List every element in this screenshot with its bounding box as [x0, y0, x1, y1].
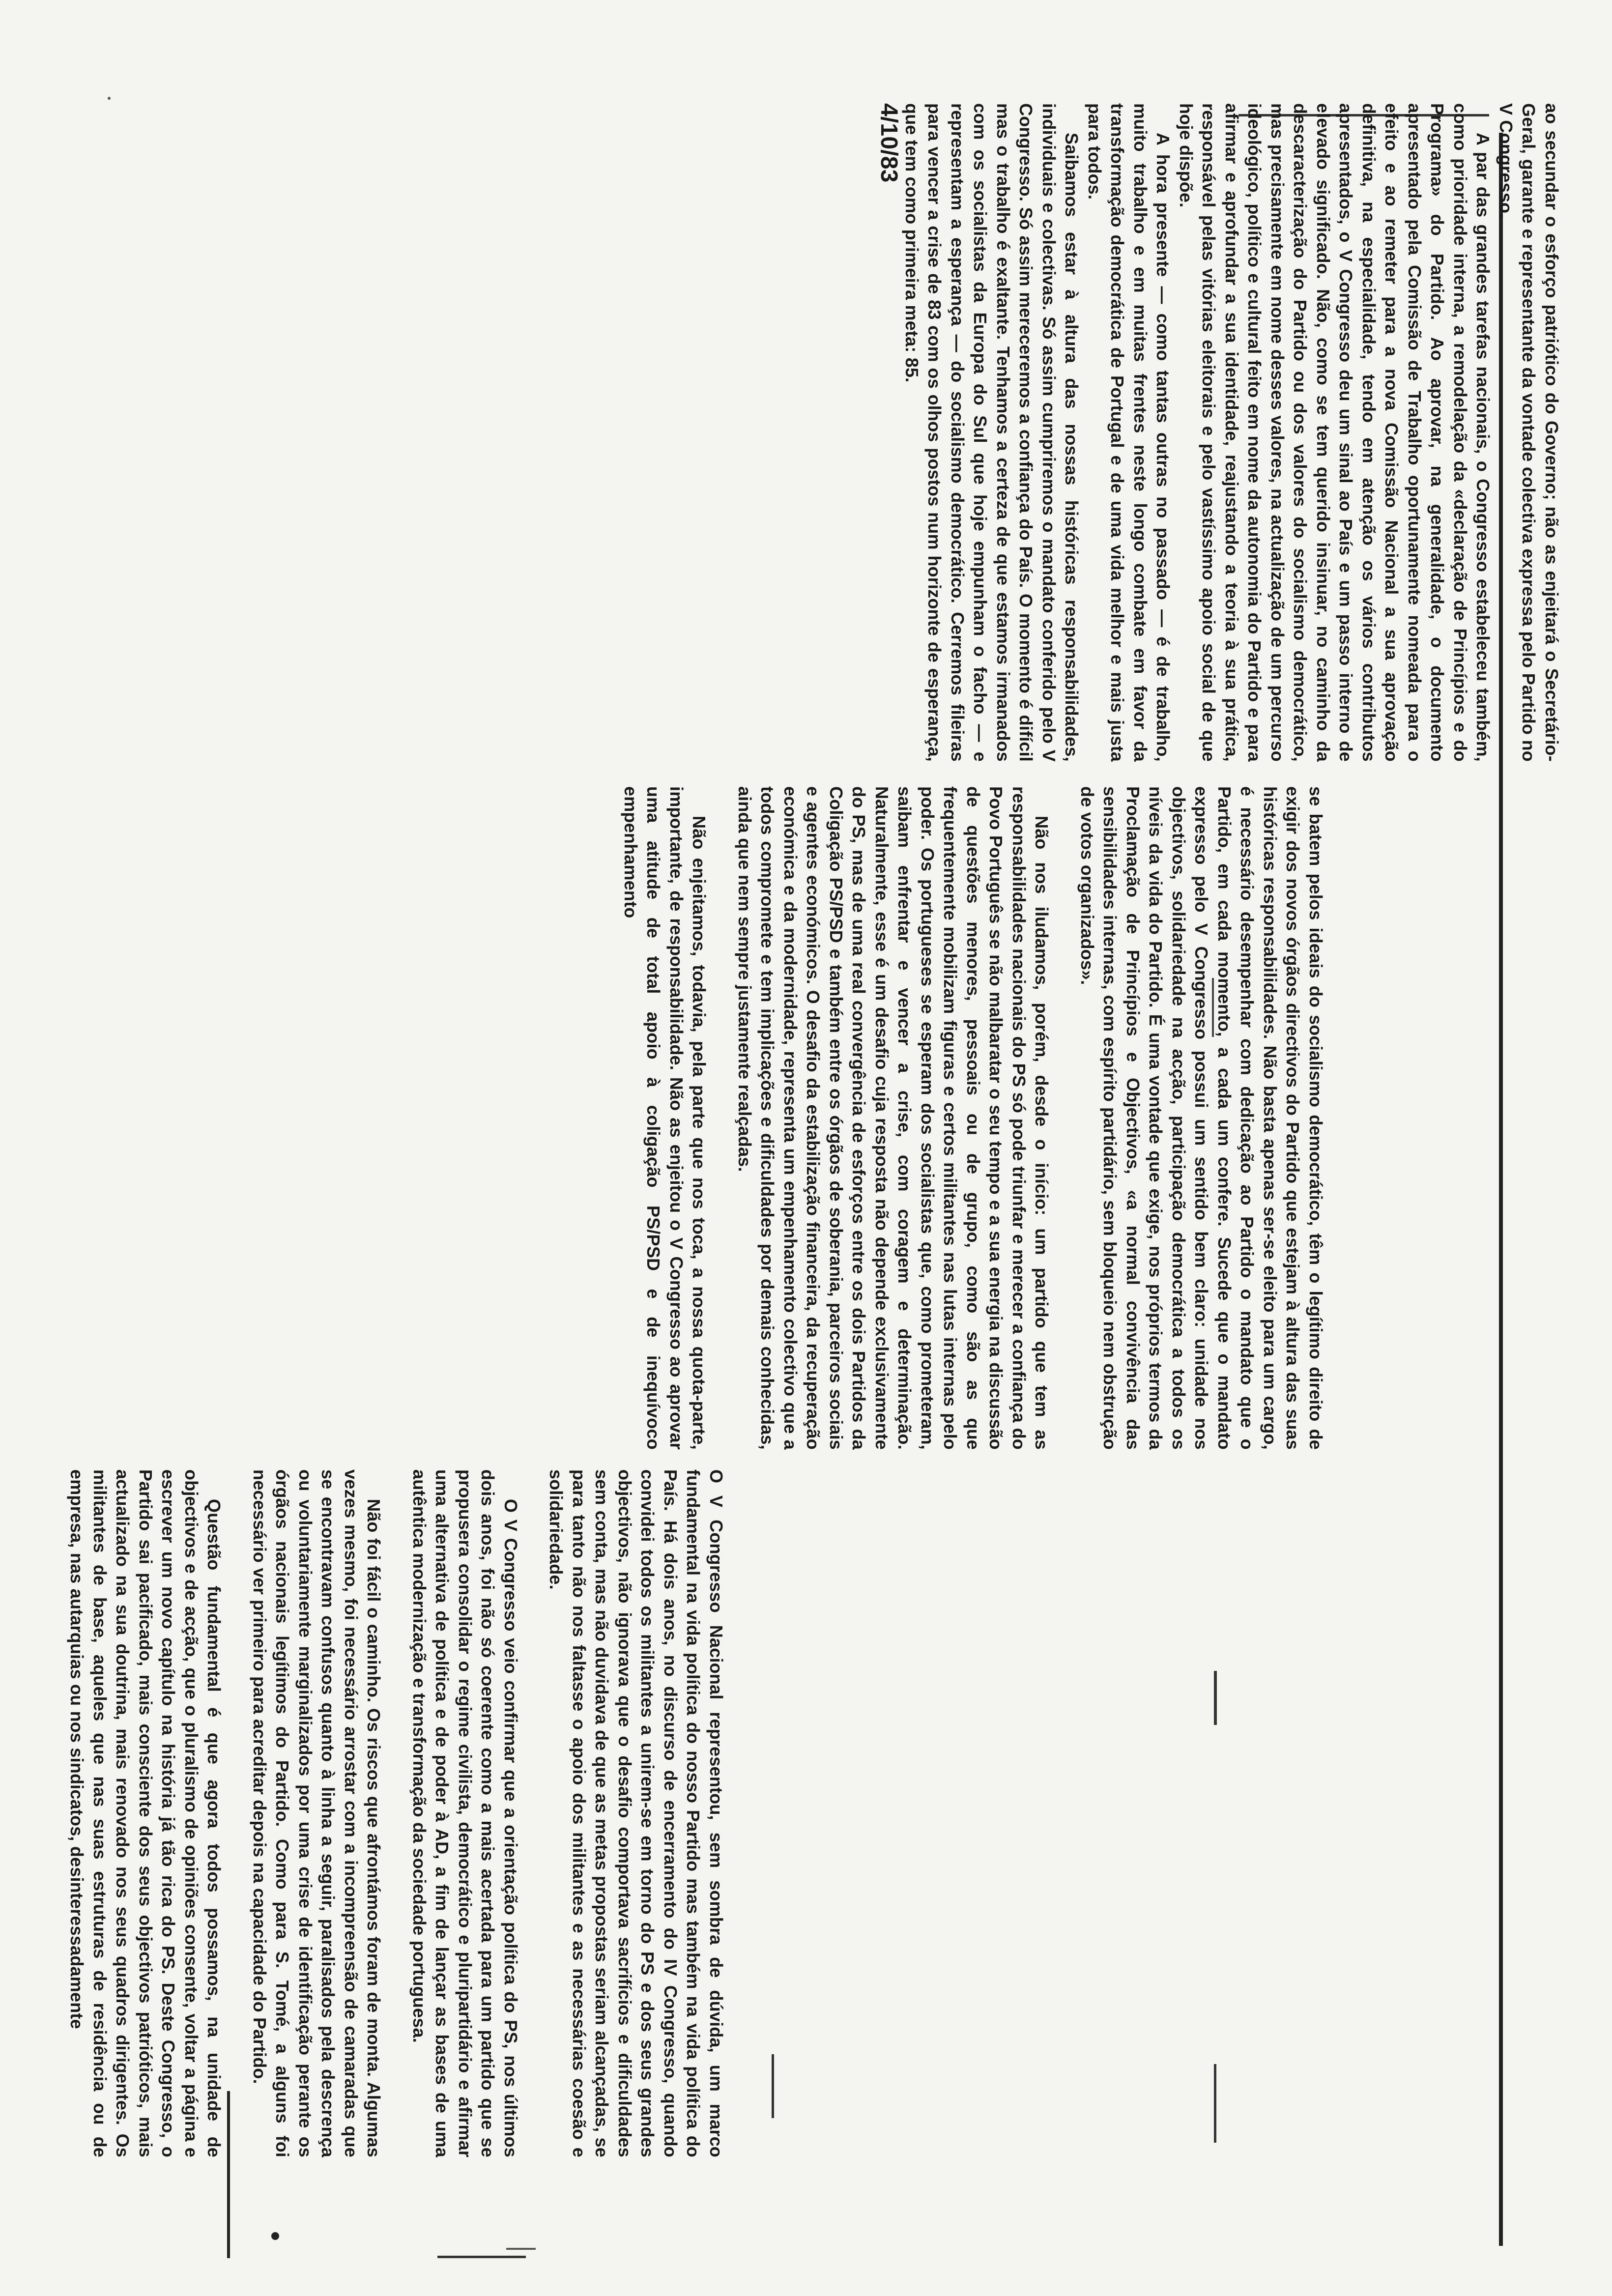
- bottom-rule: [506, 2248, 536, 2250]
- scan-dot: [271, 2232, 279, 2240]
- paragraph: O V Congresso veio confirmar que a orientação política do PS, nos últimos dois anos, foi não só coerente como a mais acertada para um partido que se propusera consolidar o regime civilista, democrático e pluripartidário e afirmar uma alternativa de política e de poder à AD, a fim de lançar as bases de uma autêntica modernização e transformação da sociedade portuguesa.: [409, 1469, 521, 2157]
- paragraph: A hora presente — como tantas outras no passado — é de trabalho, muito trabalho e em muitas frentes neste longo combate em favor da transformação democrática de Portugal e de uma vida melhor e mais justa para todos.: [1085, 103, 1174, 762]
- article-date: 4/10/83: [876, 103, 902, 183]
- column-1: [65, 1469, 727, 2157]
- column-3: [877, 103, 1563, 762]
- paragraph: Saibamos estar à altura das nossas históricas responsabilidades, individuais e colectivas. Só assim cumpriremos o mandato conferido pelo V Congresso. Só assim mereceremos a confiança do País. O momento é difícil mas o trabalho é exaltante. Tenhamos a certeza de que estamos irmanados com os socialistas da Europa do Sul que hoje empunham o facho — e representam a esperança — do socialismo democrático. Cerremos fileiras para vencer a crise de 83 com os olhos postos num horizonte de esperança, que tem como primeira meta: 85.: [902, 103, 1082, 762]
- rotated-article: [67, 103, 1563, 2167]
- paragraph: Não enjeitamos, todavia, pela parte que nos toca, a nossa quota-parte, importante, de responsabilidade. Não as enjeitou o V Congresso ao aprovar uma atitude de total apoio à coligação PS/PSD e de inequívoco empenhamento: [621, 786, 710, 1450]
- paragraph: ao secundar o esforço patriótico do Governo; não as enjeitará o Secretário-Geral, garante e representante da vontade colectiva expressa pelo Partido no V Congresso.: [1496, 103, 1562, 762]
- paragraph: Questão fundamental é que agora todos possamos, na unidade de objectivos e de acção, que o pluralismo de opiniões consente, voltar a página e escrever um novo capítulo na história já tão rica do PS. Deste Congresso, o Partido sai pacificado, mais consciente dos seus objectivos patrióticos, mais actualizado na sua doutrina, mais renovado nos seus quadros dirigentes. Os militantes de base, aqueles que nas suas estruturas de residência ou de empresa, nas autarquias ou nos sindicatos, desinteressadamente: [67, 1469, 225, 2157]
- paragraph: Não foi fácil o caminho. Os riscos que afrontámos foram de monta. Algumas vezes mesmo, foi necessário arrostar com a incompreensão de camaradas que se encontravam confusos quanto à linha a seguir, paralisados pela descrença ou voluntariamente marginalizados por uma crise de identificação perante os órgãos nacionais legítimos do Partido. Como para S. Tomé, a alguns foi necessário ver primeiro para acreditar depois na capacidade do Partido.: [250, 1469, 384, 2157]
- column-2: [619, 786, 1327, 1450]
- bottom-dash: [437, 2256, 526, 2258]
- paragraph: A par das grandes tarefas nacionais, o Congresso estabeleceu também, como prioridade interna, a remodelação da «declaração de Princípios e do Programa» do Partido. Ao aprovar, na generalidade, o documento apresentado pela Comissão de Trabalho oportunamente nomeada para o efeito e ao remeter para a nova Comissão Nacional a sua aprovação definitiva, na especialidade, tendo em atenção os vários contributos apresentados, o V Congresso deu um sinal ao País e um passo interno de elevado significado. Não, como se tem querido insinuar, no caminho da descaracterização do Partido ou dos valores do socialismo democrático, mas precisamente em nome desses valores, na actualização de um percurso ideológico, político e cultural feito em nome da autonomia do Partido e para afirmar e aprofundar a sua identidade, reajustando a teoria à sua prática, responsável pelas vitórias eleitorais e pelo vastíssimo apoio social de que hoje dispõe.: [1176, 103, 1494, 762]
- paragraph: O V Congresso Nacional representou, sem sombra de dúvida, um marco fundamental na vida política do nosso Partido mas também na vida política do País. Há dois anos, no discurso de encerramento do IV Congresso, quando convidei todos os militantes a unirem-se em torno do PS e dos seus grandes objectivos, não ignorava que o desafio comportava sacrifícios e dificuldades sem conta, mas não duvidava de que as metas propostas seriam alcançadas, se para tanto não nos faltasse o apoio dos militantes e as necessárias coesão e solidariedade.: [546, 1469, 726, 2157]
- paragraph: se batem pelos ideais do socialismo democrático, têm o legítimo direito de exigir dos novos órgãos directivos do Partido que estejam à altura das suas históricas responsabilidades. Não basta apenas ser-se eleito para um cargo, é necessário desempenhar com dedicação ao Partido o mandato que o Partido, em cada momento, a cada um confere. Sucede que o mandato expresso pelo V Congresso possui um sentido bem claro: unidade nos objectivos, solidariedade na acção, participação democrática a todos os níveis da vida do Partido. É uma vontade que exige, nos próprios termos da Proclamação de Princípios e Objectivos, «a normal convivência das sensibilidades internas, com espírito partidário, sem bloqueio nem obstrução de votos organizados».: [1077, 786, 1326, 1450]
- scan-speck: [108, 97, 111, 100]
- paragraph: Não nos iludamos, porém, desde o início: um partido que tem as responsabilidades nacionais do PS só pode triunfar e merecer a confiança do Povo Português se não malbaratar o seu tempo e a sua energia na discussão de questões menores, pessoais ou de grupo, como são as que frequentemente mobilizam figuras e certos militantes nas lutas internas pelo poder. Os portugueses se esperam dos socialistas que, como prometeram, saibam enfrentar e vencer a crise, com coragem e determinação. Naturalmente, esse é um desafio cuja resposta não depende exclusivamente do PS, mas de uma real convergência de esforços entre os dois Partidos da Coligação PS/PSD e também entre os órgãos de soberania, parceiros sociais e agentes económicos. O desafio da estabilização financeira, da recuperação económica e da modernidade, representa um empenhamento colectivo que a todos compromete e tem implicações e dificuldades por demais conhecidas, ainda que nem sempre justamente realçadas.: [735, 786, 1052, 1450]
